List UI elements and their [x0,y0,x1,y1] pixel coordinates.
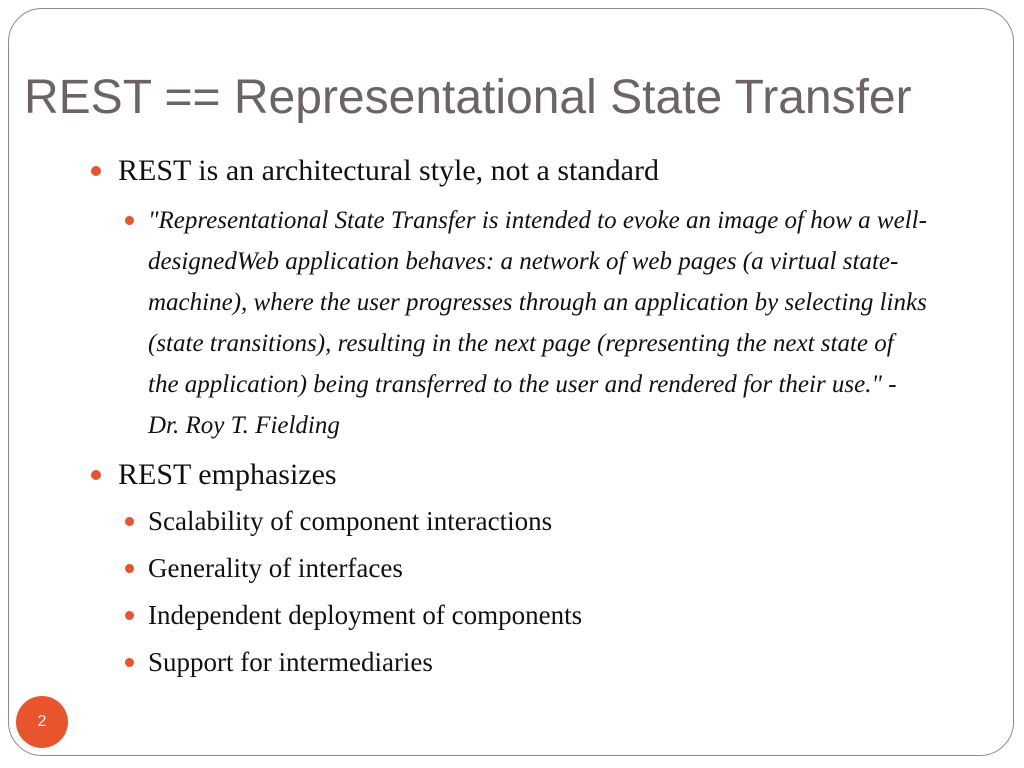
slide-content [88,151,988,682]
sub-bullet-text: Generality of interfaces [148,553,403,583]
quote-text: "Representational State Transfer is intended to evoke an image of how a well-designedWeb application behaves: a network of web pages (a virtual state-machine), where the user progresses through an application by selecting links (state transitions), resulting in the next page (representing the next state of the application) being transferred to the user and rendered for their use." - [148,207,927,398]
sub-bullet-text: Independent deployment of components [148,600,583,630]
sub-bullet-item [88,642,988,682]
bullet-text: REST emphasizes [118,458,337,491]
bullet-item [88,455,988,495]
bullet-dot-icon [125,216,134,225]
bullet-dot-icon [91,166,101,176]
sub-bullet-item [88,501,988,541]
sub-bullet-item [88,595,988,635]
slide-number-badge: 2 [16,696,68,748]
quote-author: Dr. Roy T. Fielding [148,412,340,439]
sub-bullet-text: Support for intermediaries [148,647,433,677]
bullet-dot-icon [125,658,134,667]
bullet-dot-icon [91,470,101,480]
sub-bullet-item [88,548,988,588]
bullet-dot-icon [125,564,134,573]
bullet-dot-icon [125,517,134,526]
quote-item [88,200,930,446]
slide-title: REST == Representational State Transfer [24,71,912,124]
bullet-text: REST is an architectural style, not a standard [118,154,659,187]
bullet-dot-icon [125,611,134,620]
sub-bullet-text: Scalability of component interactions [148,506,553,536]
bullet-item [88,151,988,191]
